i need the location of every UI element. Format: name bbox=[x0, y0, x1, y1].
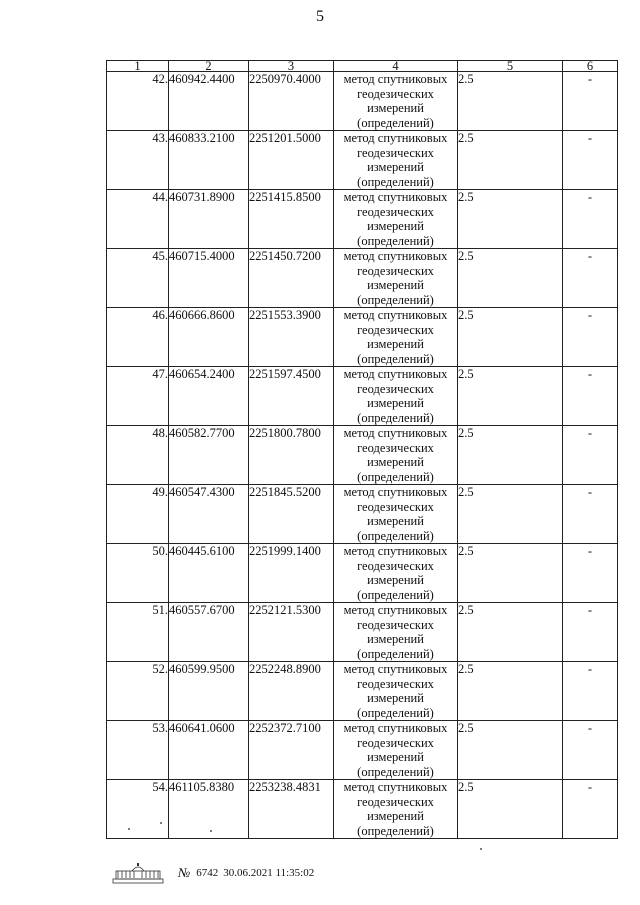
y-coordinate-cell: 2252121.5300 bbox=[249, 603, 334, 662]
x-coordinate-cell: 460731.8900 bbox=[169, 190, 249, 249]
column-header-5: 5 bbox=[458, 61, 563, 72]
table-row bbox=[107, 603, 618, 662]
note-cell: - bbox=[563, 485, 618, 544]
note-cell: - bbox=[563, 367, 618, 426]
method-cell: метод спутниковых геодезических измерений (определений) bbox=[334, 780, 458, 839]
y-coordinate-cell: 2251845.5200 bbox=[249, 485, 334, 544]
y-coordinate-cell: 2251800.7800 bbox=[249, 426, 334, 485]
y-coordinate-cell: 2251201.5000 bbox=[249, 131, 334, 190]
x-coordinate-cell: 460666.8600 bbox=[169, 308, 249, 367]
table-row bbox=[107, 131, 618, 190]
note-cell: - bbox=[563, 544, 618, 603]
table-row bbox=[107, 190, 618, 249]
x-coordinate-cell: 460833.2100 bbox=[169, 131, 249, 190]
point-number-cell: 48. bbox=[107, 426, 169, 485]
method-cell: метод спутниковых геодезических измерений (определений) bbox=[334, 485, 458, 544]
method-cell: метод спутниковых геодезических измерений (определений) bbox=[334, 662, 458, 721]
table-row bbox=[107, 249, 618, 308]
accuracy-cell: 2.5 bbox=[458, 308, 563, 367]
point-number-cell: 47. bbox=[107, 367, 169, 426]
note-cell: - bbox=[563, 780, 618, 839]
point-number-cell: 54. bbox=[107, 780, 169, 839]
accuracy-cell: 2.5 bbox=[458, 249, 563, 308]
accuracy-cell: 2.5 bbox=[458, 544, 563, 603]
method-cell: метод спутниковых геодезических измерений (определений) bbox=[334, 308, 458, 367]
table-header-row bbox=[107, 61, 618, 72]
note-cell: - bbox=[563, 249, 618, 308]
method-cell: метод спутниковых геодезических измерений (определений) bbox=[334, 544, 458, 603]
accuracy-cell: 2.5 bbox=[458, 190, 563, 249]
government-building-emblem-icon bbox=[112, 862, 164, 884]
point-number-cell: 46. bbox=[107, 308, 169, 367]
y-coordinate-cell: 2251450.7200 bbox=[249, 249, 334, 308]
y-coordinate-cell: 2250970.4000 bbox=[249, 72, 334, 131]
x-coordinate-cell: 460641.0600 bbox=[169, 721, 249, 780]
column-header-2: 2 bbox=[169, 61, 249, 72]
table-row bbox=[107, 780, 618, 839]
x-coordinate-cell: 460599.9500 bbox=[169, 662, 249, 721]
method-cell: метод спутниковых геодезических измерений (определений) bbox=[334, 603, 458, 662]
y-coordinate-cell: 2251597.4500 bbox=[249, 367, 334, 426]
point-number-cell: 44. bbox=[107, 190, 169, 249]
accuracy-cell: 2.5 bbox=[458, 131, 563, 190]
y-coordinate-cell: 2252372.7100 bbox=[249, 721, 334, 780]
point-number-cell: 45. bbox=[107, 249, 169, 308]
y-coordinate-cell: 2251999.1400 bbox=[249, 544, 334, 603]
method-cell: метод спутниковых геодезических измерений (определений) bbox=[334, 426, 458, 485]
y-coordinate-cell: 2252248.8900 bbox=[249, 662, 334, 721]
accuracy-cell: 2.5 bbox=[458, 721, 563, 780]
table-row bbox=[107, 485, 618, 544]
note-cell: - bbox=[563, 603, 618, 662]
x-coordinate-cell: 460715.4000 bbox=[169, 249, 249, 308]
accuracy-cell: 2.5 bbox=[458, 367, 563, 426]
x-coordinate-cell: 460654.2400 bbox=[169, 367, 249, 426]
number-sign: № bbox=[178, 865, 191, 880]
x-coordinate-cell: 460445.6100 bbox=[169, 544, 249, 603]
table-row bbox=[107, 662, 618, 721]
table-row bbox=[107, 367, 618, 426]
x-coordinate-cell: 460942.4400 bbox=[169, 72, 249, 131]
accuracy-cell: 2.5 bbox=[458, 485, 563, 544]
note-cell: - bbox=[563, 190, 618, 249]
table-row bbox=[107, 308, 618, 367]
note-cell: - bbox=[563, 426, 618, 485]
column-header-3: 3 bbox=[249, 61, 334, 72]
document-date-time: 30.06.2021 11:35:02 bbox=[223, 867, 315, 879]
column-header-4: 4 bbox=[334, 61, 458, 72]
method-cell: метод спутниковых геодезических измерений (определений) bbox=[334, 190, 458, 249]
method-cell: метод спутниковых геодезических измерений (определений) bbox=[334, 72, 458, 131]
x-coordinate-cell: 461105.8380 bbox=[169, 780, 249, 839]
y-coordinate-cell: 2251415.8500 bbox=[249, 190, 334, 249]
note-cell: - bbox=[563, 721, 618, 780]
column-header-6: 6 bbox=[563, 61, 618, 72]
method-cell: метод спутниковых геодезических измерений (определений) bbox=[334, 249, 458, 308]
point-number-cell: 49. bbox=[107, 485, 169, 544]
point-number-cell: 50. bbox=[107, 544, 169, 603]
accuracy-cell: 2.5 bbox=[458, 780, 563, 839]
note-cell: - bbox=[563, 662, 618, 721]
y-coordinate-cell: 2253238.4831 bbox=[249, 780, 334, 839]
accuracy-cell: 2.5 bbox=[458, 603, 563, 662]
accuracy-cell: 2.5 bbox=[458, 662, 563, 721]
accuracy-cell: 2.5 bbox=[458, 72, 563, 131]
table-row bbox=[107, 721, 618, 780]
point-number-cell: 52. bbox=[107, 662, 169, 721]
method-cell: метод спутниковых геодезических измерений (определений) bbox=[334, 367, 458, 426]
method-cell: метод спутниковых геодезических измерений (определений) bbox=[334, 721, 458, 780]
point-number-cell: 51. bbox=[107, 603, 169, 662]
document-number: 6742 bbox=[196, 867, 219, 879]
table-row bbox=[107, 426, 618, 485]
accuracy-cell: 2.5 bbox=[458, 426, 563, 485]
x-coordinate-cell: 460557.6700 bbox=[169, 603, 249, 662]
point-number-cell: 42. bbox=[107, 72, 169, 131]
coordinates-table bbox=[106, 60, 618, 839]
point-number-cell: 53. bbox=[107, 721, 169, 780]
note-cell: - bbox=[563, 308, 618, 367]
column-header-1: 1 bbox=[107, 61, 169, 72]
document-footer bbox=[112, 862, 314, 884]
y-coordinate-cell: 2251553.3900 bbox=[249, 308, 334, 367]
note-cell: - bbox=[563, 131, 618, 190]
table-row bbox=[107, 72, 618, 131]
method-cell: метод спутниковых геодезических измерений (определений) bbox=[334, 131, 458, 190]
table-body bbox=[107, 72, 618, 839]
page-number: 5 bbox=[316, 8, 324, 25]
point-number-cell: 43. bbox=[107, 131, 169, 190]
x-coordinate-cell: 460582.7700 bbox=[169, 426, 249, 485]
note-cell: - bbox=[563, 72, 618, 131]
x-coordinate-cell: 460547.4300 bbox=[169, 485, 249, 544]
table-row bbox=[107, 544, 618, 603]
